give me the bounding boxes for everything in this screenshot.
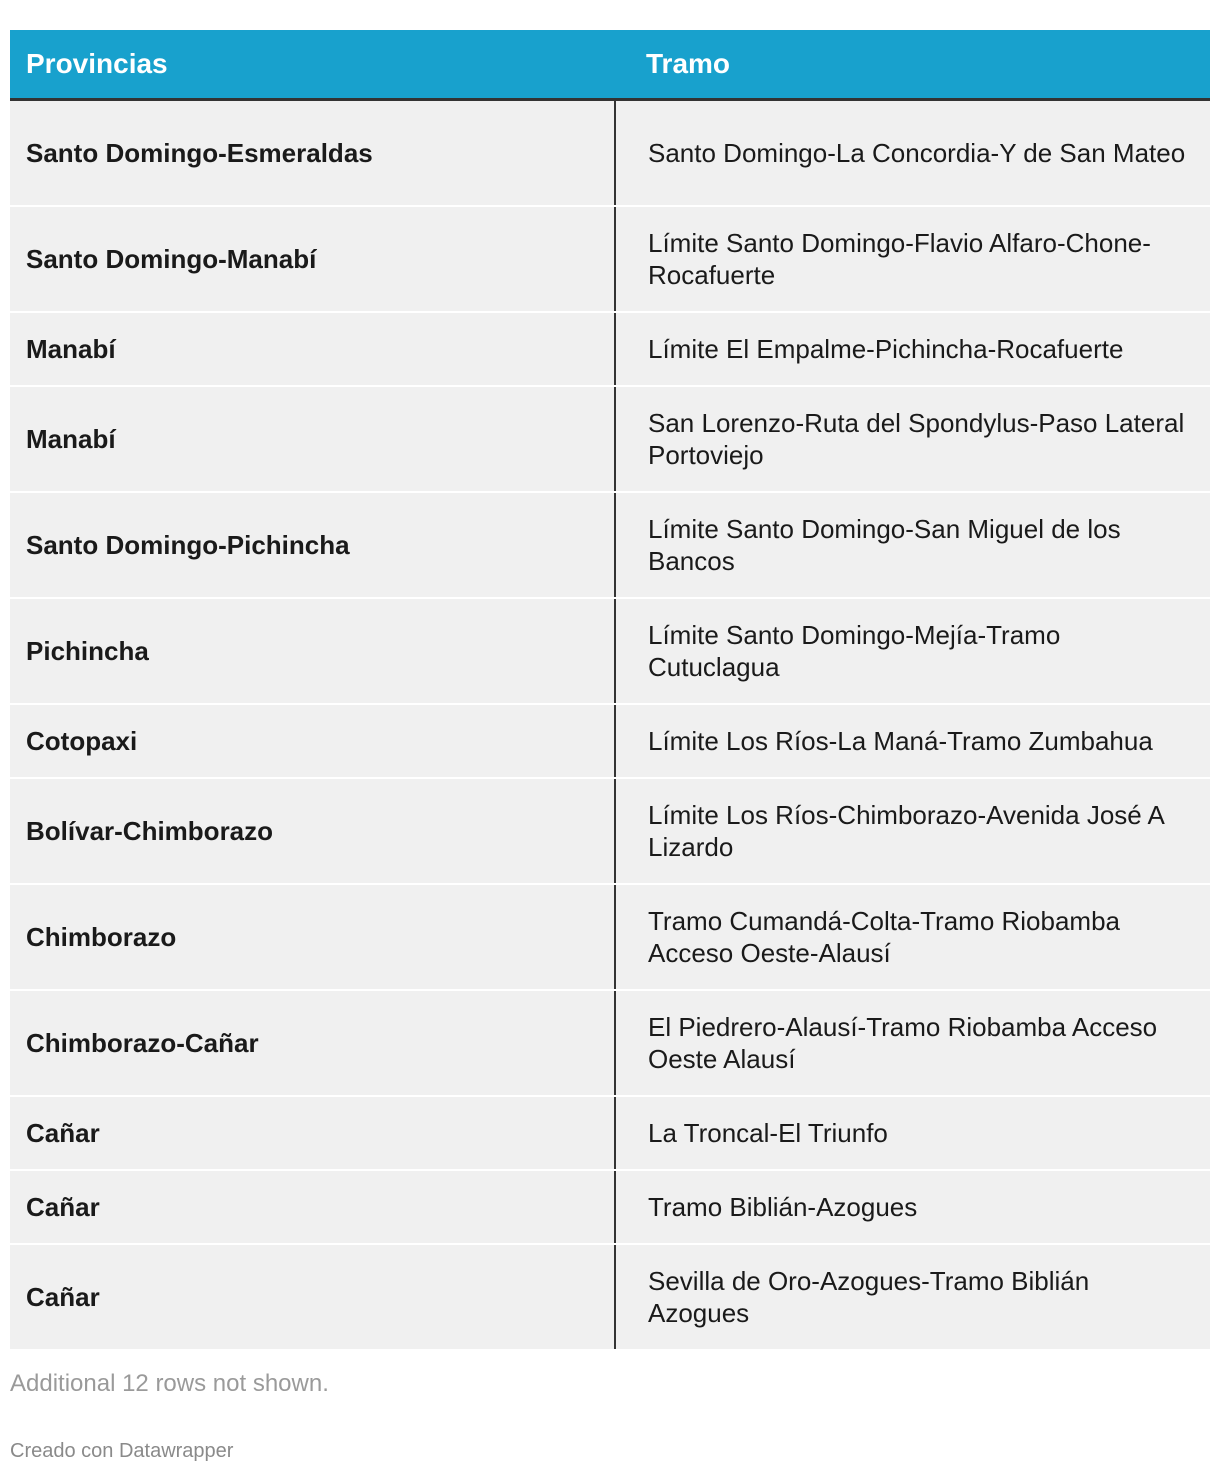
cell-provincia: Chimborazo-Cañar (10, 990, 615, 1096)
cell-provincia: Santo Domingo-Pichincha (10, 492, 615, 598)
table-row (10, 1244, 1210, 1349)
cell-tramo: Límite Los Ríos-La Maná-Tramo Zumbahua (615, 704, 1210, 778)
table-row (10, 206, 1210, 312)
table-row (10, 598, 1210, 704)
table-row (10, 1170, 1210, 1244)
cell-tramo: Sevilla de Oro-Azogues-Tramo Biblián Azogues (615, 1244, 1210, 1349)
cell-provincia: Chimborazo (10, 884, 615, 990)
cell-tramo: Límite Los Ríos-Chimborazo-Avenida José A Lizardo (615, 778, 1210, 884)
cell-tramo: Límite Santo Domingo-San Miguel de los Bancos (615, 492, 1210, 598)
column-header-tramo[interactable]: Tramo (615, 30, 1210, 100)
cell-tramo: Límite Santo Domingo-Mejía-Tramo Cutuclagua (615, 598, 1210, 704)
table-row (10, 884, 1210, 990)
table-row (10, 704, 1210, 778)
data-table (10, 30, 1210, 1349)
table-row (10, 990, 1210, 1096)
cell-tramo: Santo Domingo-La Concordia-Y de San Mateo (615, 100, 1210, 207)
cell-provincia: Manabí (10, 386, 615, 492)
table-row (10, 778, 1210, 884)
table-row (10, 100, 1210, 207)
table-row (10, 312, 1210, 386)
table-row (10, 1096, 1210, 1170)
cell-provincia: Cotopaxi (10, 704, 615, 778)
table-row (10, 386, 1210, 492)
cell-provincia: Pichincha (10, 598, 615, 704)
table-row (10, 492, 1210, 598)
cell-tramo: San Lorenzo-Ruta del Spondylus-Paso Lateral Portoviejo (615, 386, 1210, 492)
cell-provincia: Cañar (10, 1244, 615, 1349)
datawrapper-credit[interactable]: Creado con Datawrapper (10, 1440, 234, 1462)
cell-provincia: Cañar (10, 1170, 615, 1244)
cell-tramo: Límite El Empalme-Pichincha-Rocafuerte (615, 312, 1210, 386)
cell-tramo: La Troncal-El Triunfo (615, 1096, 1210, 1170)
data-table-container (10, 30, 1210, 1349)
cell-provincia: Santo Domingo-Manabí (10, 206, 615, 312)
cell-tramo: El Piedrero-Alausí-Tramo Riobamba Acceso Oeste Alausí (615, 990, 1210, 1096)
column-header-provincias[interactable]: Provincias (10, 30, 615, 100)
cell-provincia: Santo Domingo-Esmeraldas (10, 100, 615, 207)
cell-provincia: Bolívar-Chimborazo (10, 778, 615, 884)
cell-tramo: Límite Santo Domingo-Flavio Alfaro-Chone-Rocafuerte (615, 206, 1210, 312)
table-header-row (10, 30, 1210, 100)
cell-provincia: Cañar (10, 1096, 615, 1170)
cell-provincia: Manabí (10, 312, 615, 386)
cell-tramo: Tramo Cumandá-Colta-Tramo Riobamba Acceso Oeste-Alausí (615, 884, 1210, 990)
cell-tramo: Tramo Biblián-Azogues (615, 1170, 1210, 1244)
table-notes: Additional 12 rows not shown. (10, 1370, 329, 1397)
